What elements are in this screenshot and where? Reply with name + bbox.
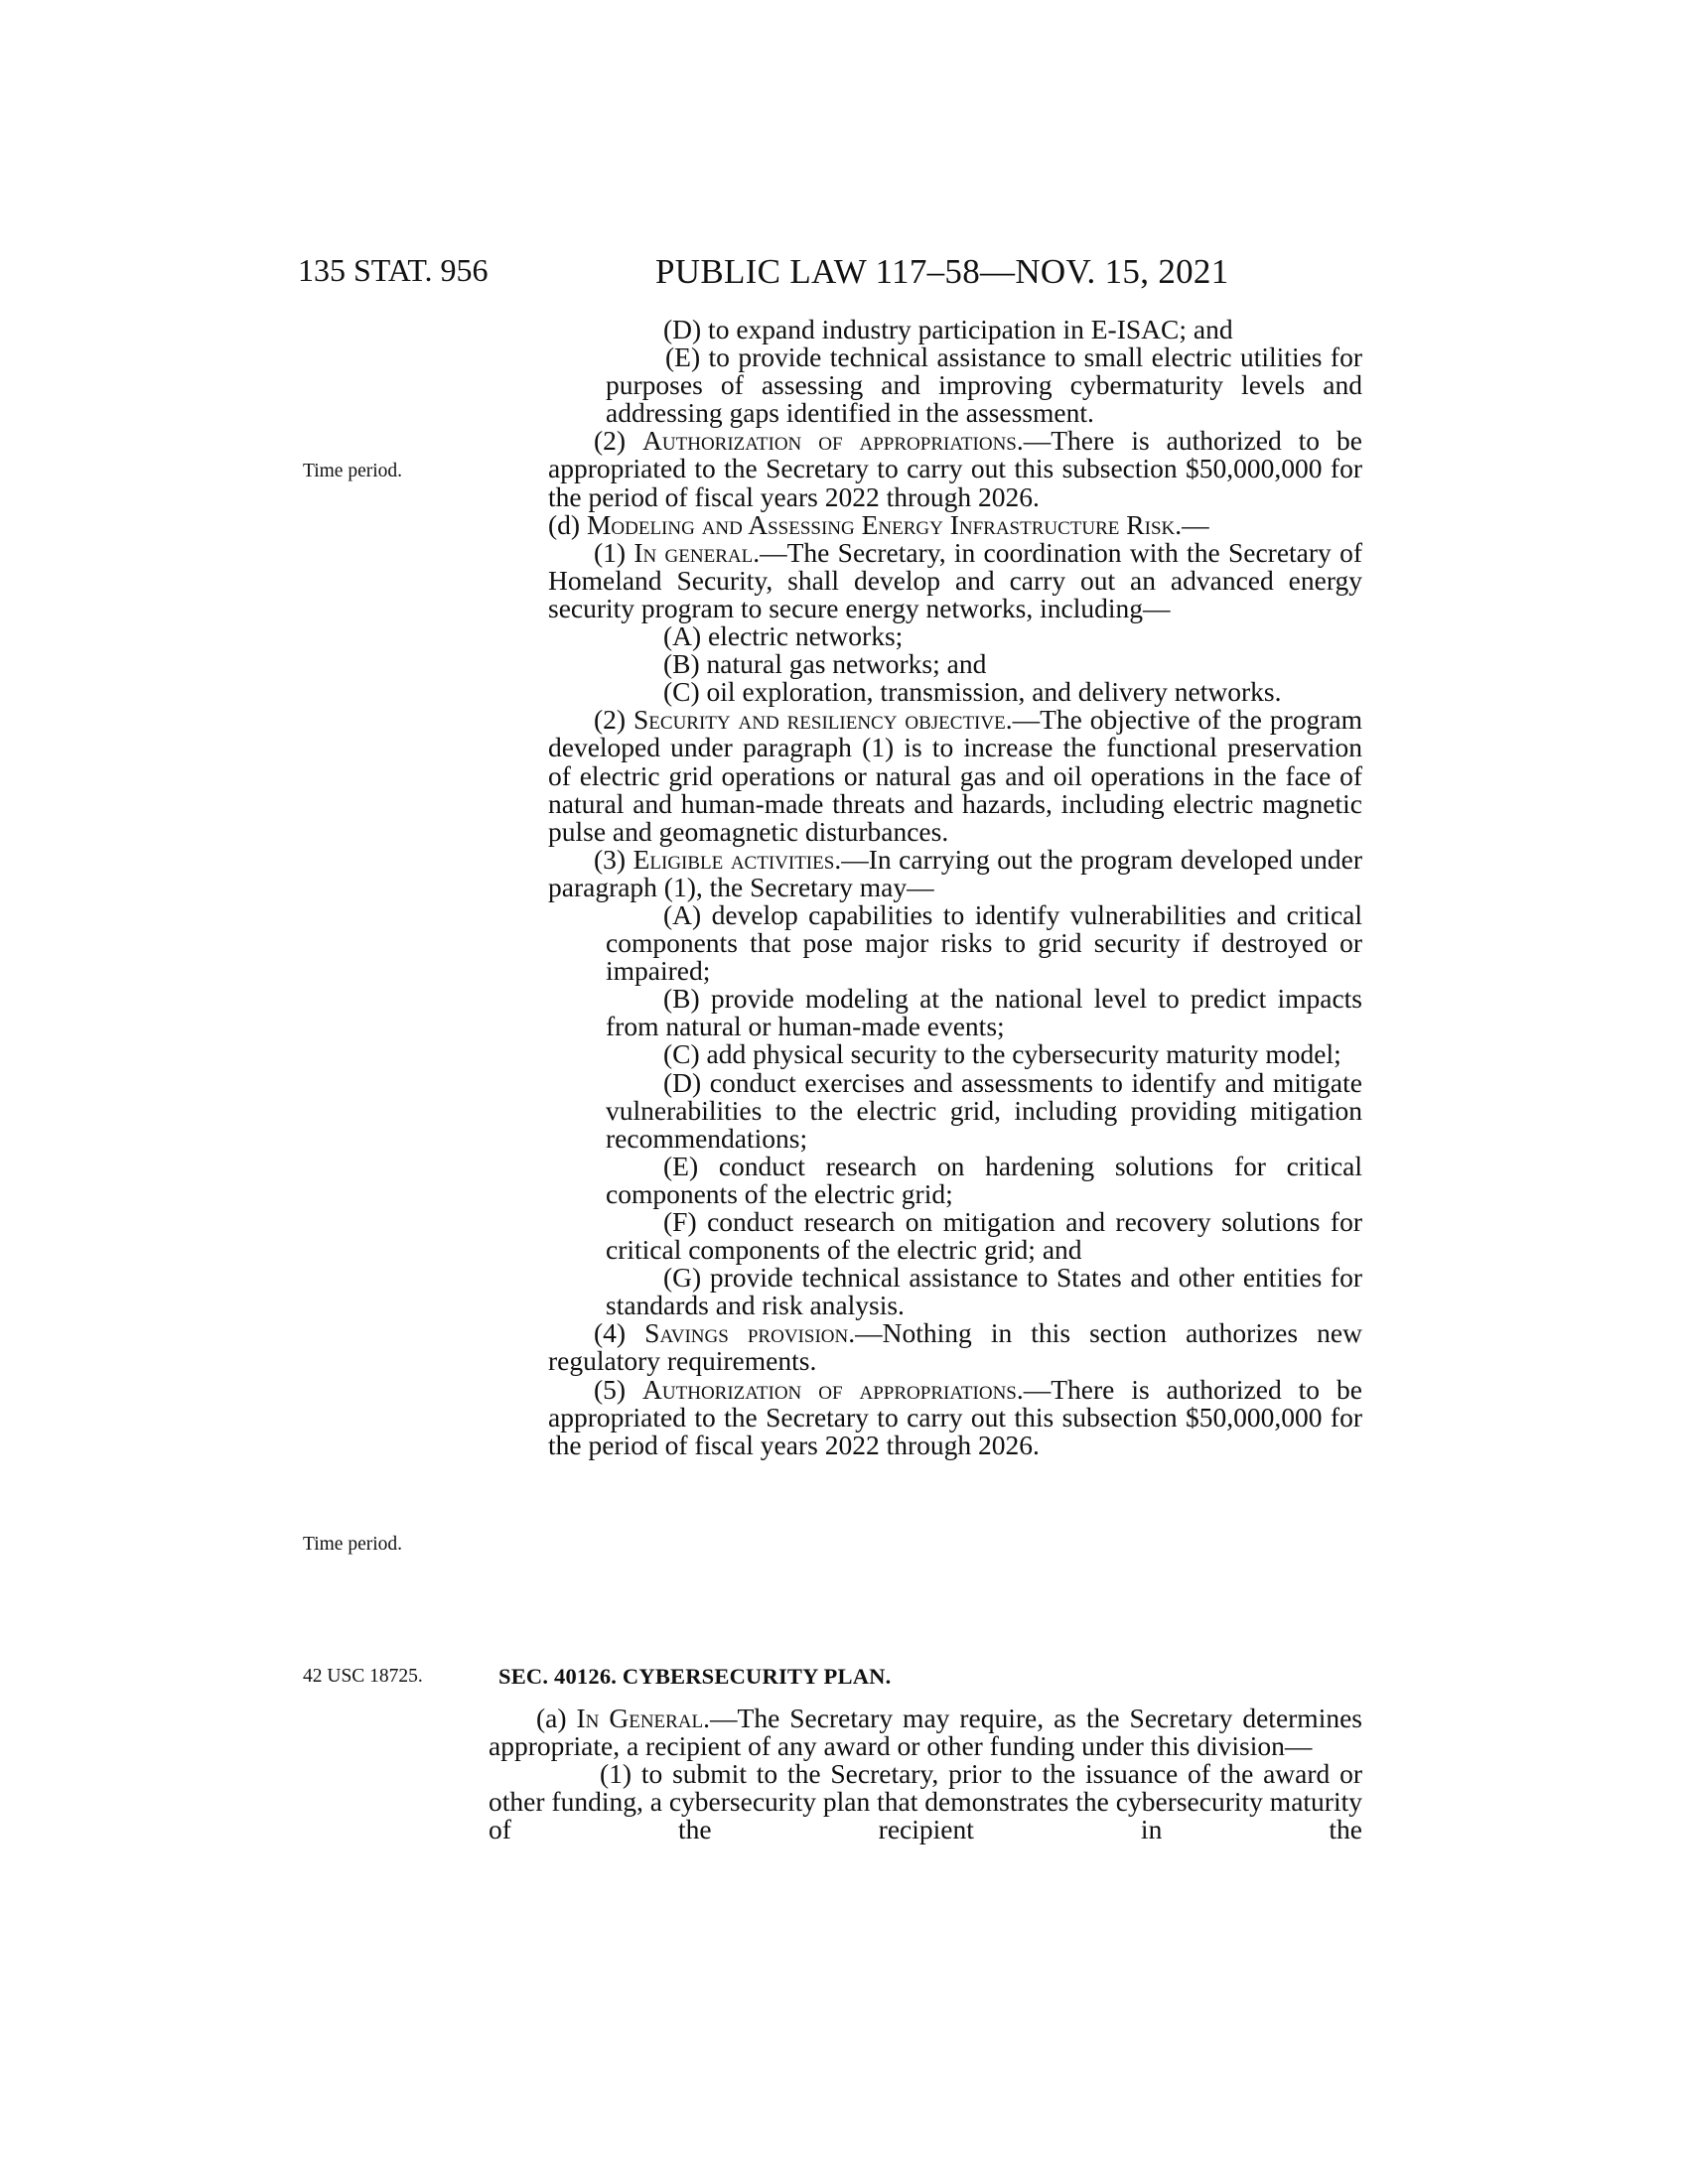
clause-d3-G: (G) provide technical assistance to States and other entities for standards and risk analysis. xyxy=(606,1262,1362,1321)
clause-d3-E: (E) conduct research on hardening solutions for critical components of the electric grid; xyxy=(606,1150,1362,1209)
paragraph-heading: Authorization of appropriations xyxy=(642,425,1017,457)
section-body xyxy=(489,1705,1362,1843)
paragraph-d3: (3) Eligible activities.—In carrying out the program developed under paragraph (1), the Secretary may— xyxy=(548,843,1362,902)
section-title: SEC. 40126. CYBERSECURITY PLAN. xyxy=(498,1664,892,1689)
subsection-d-heading: (d) Modeling and Assessing Energy Infrastructure Risk.— xyxy=(548,508,1209,540)
clause-c1-D: (D) to expand industry participation in E-ISAC; and xyxy=(663,314,1233,344)
paragraph-d2: (2) Security and resiliency objective.—The objective of the program developed under paragraph (1) is to increase the functional preservation of electric grid operations or natural gas and oil operations in the face of natural and human-made threats and hazards, including electric magnetic pulse and geomagnetic disturbances. xyxy=(548,704,1362,847)
paragraph-c2: (2) Authorization of appropriations.—There is authorized to be appropriated to the Secretary to carry out this subsection $50,000,000 for the period of fiscal years 2022 through 2026. xyxy=(548,425,1362,512)
margin-note-time-period: Time period. xyxy=(303,1534,403,1555)
document-body xyxy=(548,316,1362,1459)
paragraph-d1: (1) In general.—The Secretary, in coordination with the Secretary of Homeland Security, shall develop and carry out an advanced energy security program to secure energy networks, including— xyxy=(548,536,1362,623)
clause-d3-B: (B) provide modeling at the national level to predict impacts from natural or human-made events; xyxy=(606,983,1362,1042)
clause-d3-A: (A) develop capabilities to identify vulnerabilities and critical components that pose major risks to grid security if destroyed or impaired; xyxy=(606,898,1362,987)
paragraph-heading: Savings provision xyxy=(644,1317,849,1349)
stat-page-number: 135 STAT. 956 xyxy=(298,252,489,288)
page-header xyxy=(0,252,1688,292)
clause-d3-F: (F) conduct research on mitigation and recovery solutions for critical components of the electric grid; and xyxy=(606,1206,1362,1266)
clause-d1-B: (B) natural gas networks; and xyxy=(663,648,987,680)
clause-d1-C: (C) oil exploration, transmission, and delivery networks. xyxy=(663,676,1282,708)
paragraph-a1: (1) to submit to the Secretary, prior to the issuance of the award or other funding, a cybersecurity plan that demonstrates the cybersecurity maturity of the recipient in the xyxy=(489,1758,1362,1845)
paragraph-d5: (5) Authorization of appropriations.—There is authorized to be appropriated to the Secretary to carry out this subsection $50,000,000 for the period of fiscal years 2022 through 2026. xyxy=(548,1373,1362,1460)
subsection-a: (a) In General.—The Secretary may require, as the Secretary determines appropriate, a recipient of any award or other funding under this division— xyxy=(489,1703,1362,1762)
clause-c1-E: (E) to provide technical assistance to small electric utilities for purposes of assessing and improving cybermaturity levels and addressing gaps identified in the assessment. xyxy=(606,341,1362,429)
clause-d1-A: (A) electric networks; xyxy=(663,620,904,652)
subsection-heading: In General xyxy=(576,1703,704,1733)
margin-note-time-period: Time period. xyxy=(303,461,403,481)
clause-d3-D: (D) conduct exercises and assessments to identify and mitigate vulnerabilities to the electric grid, including providing mitigation recommendations; xyxy=(606,1066,1362,1154)
paragraph-heading: Eligible activities xyxy=(633,843,835,875)
paragraph-heading: Security and resiliency objective xyxy=(633,704,1006,736)
public-law-title: PUBLIC LAW 117–58—NOV. 15, 2021 xyxy=(655,252,1229,291)
margin-note-usc: 42 USC 18725. xyxy=(303,1666,423,1687)
clause-d3-C: (C) add physical security to the cybersecurity maturity model; xyxy=(663,1038,1341,1070)
subsection-heading: Modeling and Assessing Energy Infrastructure Risk xyxy=(586,508,1176,540)
paragraph-heading: In general xyxy=(633,536,754,568)
paragraph-heading: Authorization of appropriations xyxy=(642,1373,1017,1405)
paragraph-d4: (4) Savings provision.—Nothing in this section authorizes new regulatory requirements. xyxy=(548,1317,1362,1377)
